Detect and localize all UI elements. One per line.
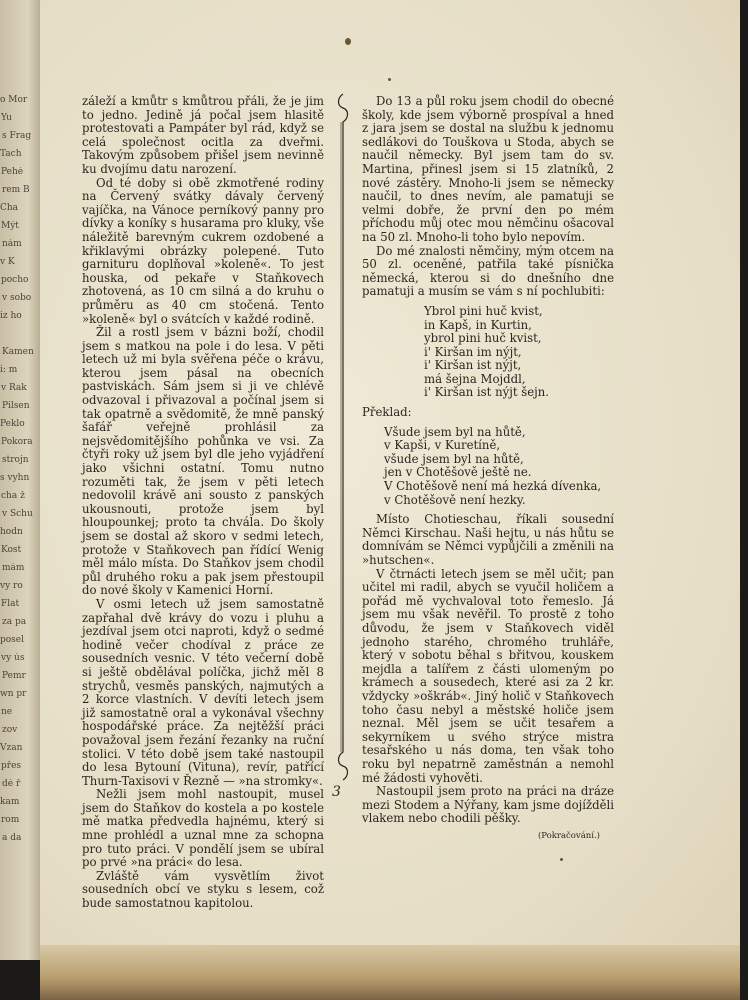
previous-page-fragment: za pa — [2, 617, 27, 627]
paragraph: Žil a rostl jsem v bázni boží, chodil jsem s matkou na pole i do lesa. V pěti letech už mi byla svěřena péče o krávu, kterou jsem pásal na obecních pastviskách. Sám jsem si ji ve chlévě odvazoval i přivazoval a počínal jsem si tak opatrně a svědomitě, že mně panský šafář veřejně prohlásil za nejsvědomitějšího pohůnka ve vsi. Za čtyři roky už jsem byl dle jeho vyjádření jako všichni ostatní. Tomu nutno rozuměti tak, že jsem v pěti letech nedovolil krávě ani sousto z panských ukousnouti, protože jsem byl hloupounkej; proto ta chvála. Do školy jsem se dostal až skoro v sedmi letech, protože v Staňkovech pan řídící Wenig měl málo místa. Do Staňkov jsem chodil půl druhého roku a pak jsem přestoupil do nové školy v Kamenici Horní. — [82, 325, 324, 598]
paper-stain — [345, 38, 351, 45]
verse-line: jen v Chotěšově ještě ne. — [384, 465, 532, 480]
previous-page-fragment: Tach — [0, 149, 22, 159]
previous-page-fragment: v K — [0, 257, 15, 267]
paper-stain — [388, 78, 391, 81]
german-song-verse — [424, 305, 614, 400]
paragraph: Nežli jsem mohl nastoupit, musel jsem do Staňkov do kostela a po kostele mě matka předvedla hajnému, který si mne prohlédl a uznal mne za schopna pro tuto práci. V pondělí jsem se ubíral po prvé »na práci« do lesa. — [82, 787, 324, 870]
previous-page-fragment: Vzan — [0, 743, 23, 753]
previous-page-fragment: nám — [2, 239, 22, 249]
previous-page-edge — [0, 0, 40, 960]
previous-page-fragment: v sobo — [2, 293, 32, 303]
previous-page-fragment: wn pr — [0, 689, 27, 699]
previous-page-fragment: s vyhn — [0, 473, 30, 483]
verse-line: má šejna Mojddl, — [424, 371, 526, 386]
previous-page-fragment: Cha — [0, 203, 19, 213]
previous-page-fragment: a da — [2, 833, 22, 843]
paragraph: Nastoupil jsem proto na práci na dráze mezi Stodem a Nýřany, kam jsme dojížděli vlakem nebo chodili pěšky. — [362, 784, 614, 826]
verse-line: Všude jsem byl na hůtě, — [384, 424, 526, 439]
verse-line: in Kapš, in Kurtin, — [424, 317, 532, 332]
previous-page-fragment: Peklo — [0, 419, 25, 429]
verse-line: v Kapši, v Kuretíně, — [384, 438, 501, 453]
previous-page-fragment: Mýt — [1, 221, 19, 231]
paragraph: záleží a kmůtr s kmůtrou přáli, že je jim to jedno. Jedině já počal jsem hlasitě protestovati a Pampáter byl rád, když se celá společnost ocitla za dveřmi. Takovým způsobem přišel jsem nevinně ku dvojímu datu narození. — [82, 94, 324, 176]
previous-page-fragment: Pemr — [2, 671, 26, 681]
previous-page-fragment: vy ro — [0, 581, 23, 591]
previous-page-fragment: dé ř — [2, 779, 21, 789]
previous-page-fragment: strojn — [2, 455, 29, 465]
paragraph: Od té doby si obě zkmotřené rodiny na Červený svátky dávaly červený vajíčka, na Vánoce perníkový panny pro dívky a koníky s husarama pro kluky, vše náležitě barevným cukrem ozdobené a křiklavými obrázky polepené. Tuto garnituru doplňoval »koleně«. To jest houska, od pekaře v Staňkovech zhotovená, as 10 cm silná a do kruhu o průměru as 40 cm stočená. Tento »koleně« byl o svátcích v každé rodině. — [82, 175, 324, 326]
previous-page-fragment: Pokora — [1, 437, 33, 447]
previous-page-fragment: s Frag — [2, 131, 32, 141]
column-divider-ornament — [334, 92, 352, 782]
verse-line: Ybrol pini huč kvist, — [424, 303, 543, 318]
verse-line: všude jsem byl na hůtě, — [384, 451, 524, 466]
previous-page-fragment: posel — [0, 635, 25, 645]
previous-page-fragment: rem B — [2, 185, 30, 195]
previous-page-fragment: hodn — [0, 527, 23, 537]
verse-line: ybrol pini huč kvist, — [424, 331, 542, 346]
previous-page-fragment: Kamen — [2, 347, 34, 357]
previous-page-fragment: Kost — [1, 545, 22, 555]
translation-label: Překlad: — [362, 405, 412, 420]
previous-page-fragment: Flat — [1, 599, 20, 609]
verse-line: v Chotěšově není hezky. — [384, 492, 526, 507]
paragraph: Zvláště vám vysvětlím život sousedních obcí ve styku s lesem, což bude samostatnou kapitolou. — [82, 868, 324, 911]
paragraph: Místo Chotieschau, říkali sousední Němci Kirschau. Naši hejtu, u nás hůtu se domnívám se Němci vypůjčili a změnili na »hutschen«. — [362, 512, 614, 567]
previous-page-fragment: zov — [2, 725, 18, 735]
previous-page-fragment: v Rak — [1, 383, 27, 393]
previous-page-fragment: pocho — [1, 275, 29, 285]
previous-page-fragment: ne — [1, 707, 13, 717]
previous-page-fragment: cha ž — [1, 491, 25, 501]
paragraph: Do mé znalosti němčiny, mým otcem na 50 zl. oceněné, patřila také písnička německá, kterou si do dnešního dne pamatuji a musím se vám s ní pochlubiti: — [362, 243, 614, 299]
previous-page-fragment: v Schu — [2, 509, 33, 519]
previous-page-fragment: vy ús — [1, 653, 25, 663]
verse-line: i' Kiršan ist nýjt šejn. — [424, 385, 550, 400]
verse-line: i' Kiršan im nýjt, — [424, 344, 522, 359]
previous-page-fragment: Pilsen — [2, 401, 30, 411]
previous-page-fragment: i: m — [0, 365, 18, 375]
paragraph: V čtrnácti letech jsem se měl učit; pan učitel mi radil, abych se vyučil holičem a pořád mě vychvaloval toto řemeslo. Já jsem mu však nevěřil. To prostě z toho důvodu, že jsem v Staňkovech viděl jednoho starého, chromého truhláře, který v sobotu běhal s břitvou, kouskem mejdla a talířem z části ulomeným po krámech a sousedech, které asi za 2 kr. vždycky »oškráb«. Jiný holič v Staňkovech toho času nebyl a městské holiče jsem neznal. Měl jsem se učit tesařem a sekyrníkem u svého strýce mistra tesařského u nás doma, ten však toho roku byl nepatrně zaměstnán a nemohl mé žádosti vyhověti. — [362, 566, 614, 785]
previous-page-fragment: iz ho — [0, 311, 22, 321]
previous-page-fragment: rom — [1, 815, 20, 825]
previous-page-fragment: přes — [1, 761, 22, 771]
page-number: 3 — [332, 784, 341, 800]
previous-page-fragment: kam — [0, 797, 20, 807]
song-translation — [384, 426, 614, 508]
previous-page-fragment: mám — [2, 563, 25, 573]
previous-page-fragment: Yu — [1, 113, 12, 123]
continued-note: (Pokračování.) — [537, 830, 600, 841]
page-bottom-edge — [40, 945, 740, 1000]
verse-line: V Chotěšově není má hezká dívenka, — [384, 479, 602, 494]
left-text-column — [82, 95, 324, 911]
paragraph: Do 13 a půl roku jsem chodil do obecné školy, kde jsem výborně prospíval a hned z jara jsem se dostal na službu k jednomu sedlákovi do Touškova u Stoda, abych se naučil německy. Byl jsem tam do sv. Martina, přinesl jsem si 15 zlatníků, 2 nové zástěry. Mnoho-li jsem se německy naučil, to dnes nevím, ale pamatuji se velmi dobře, že první den po mém příchodu můj otec mou němčinu ošacoval na 50 zl. Mnoho-li toho bylo nepovím. — [362, 94, 614, 244]
previous-page-fragment: o Mor — [0, 95, 28, 105]
previous-page-fragment: Pehé — [1, 167, 24, 177]
paper-stain — [560, 858, 563, 861]
paragraph: V osmi letech už jsem samostatně zapřahal dvě krávy do vozu i pluhu a jezdíval jsem otci naproti, když o sedmé hodině večer chodíval z práce ze sousedních vesnic. V této večerní době si ještě obdělával políčka, jichž měl 8 strychů, vesměs panských, najmutých a 2 korce vlastních. V devíti letech jsem již samostatně oral a vykonával všechny hospodářské práce. Za nejtěžší práci považoval jsem řezání řezanky na ruční stolici. V této době jsem také nastoupil do lesa Bytouní (Vituna), revír, patřící Thurn-Taxisovi v Řezně — »na stromky«. — [82, 596, 324, 788]
verse-line: i' Kiršan ist nýjt, — [424, 358, 522, 373]
right-text-column — [362, 95, 614, 843]
